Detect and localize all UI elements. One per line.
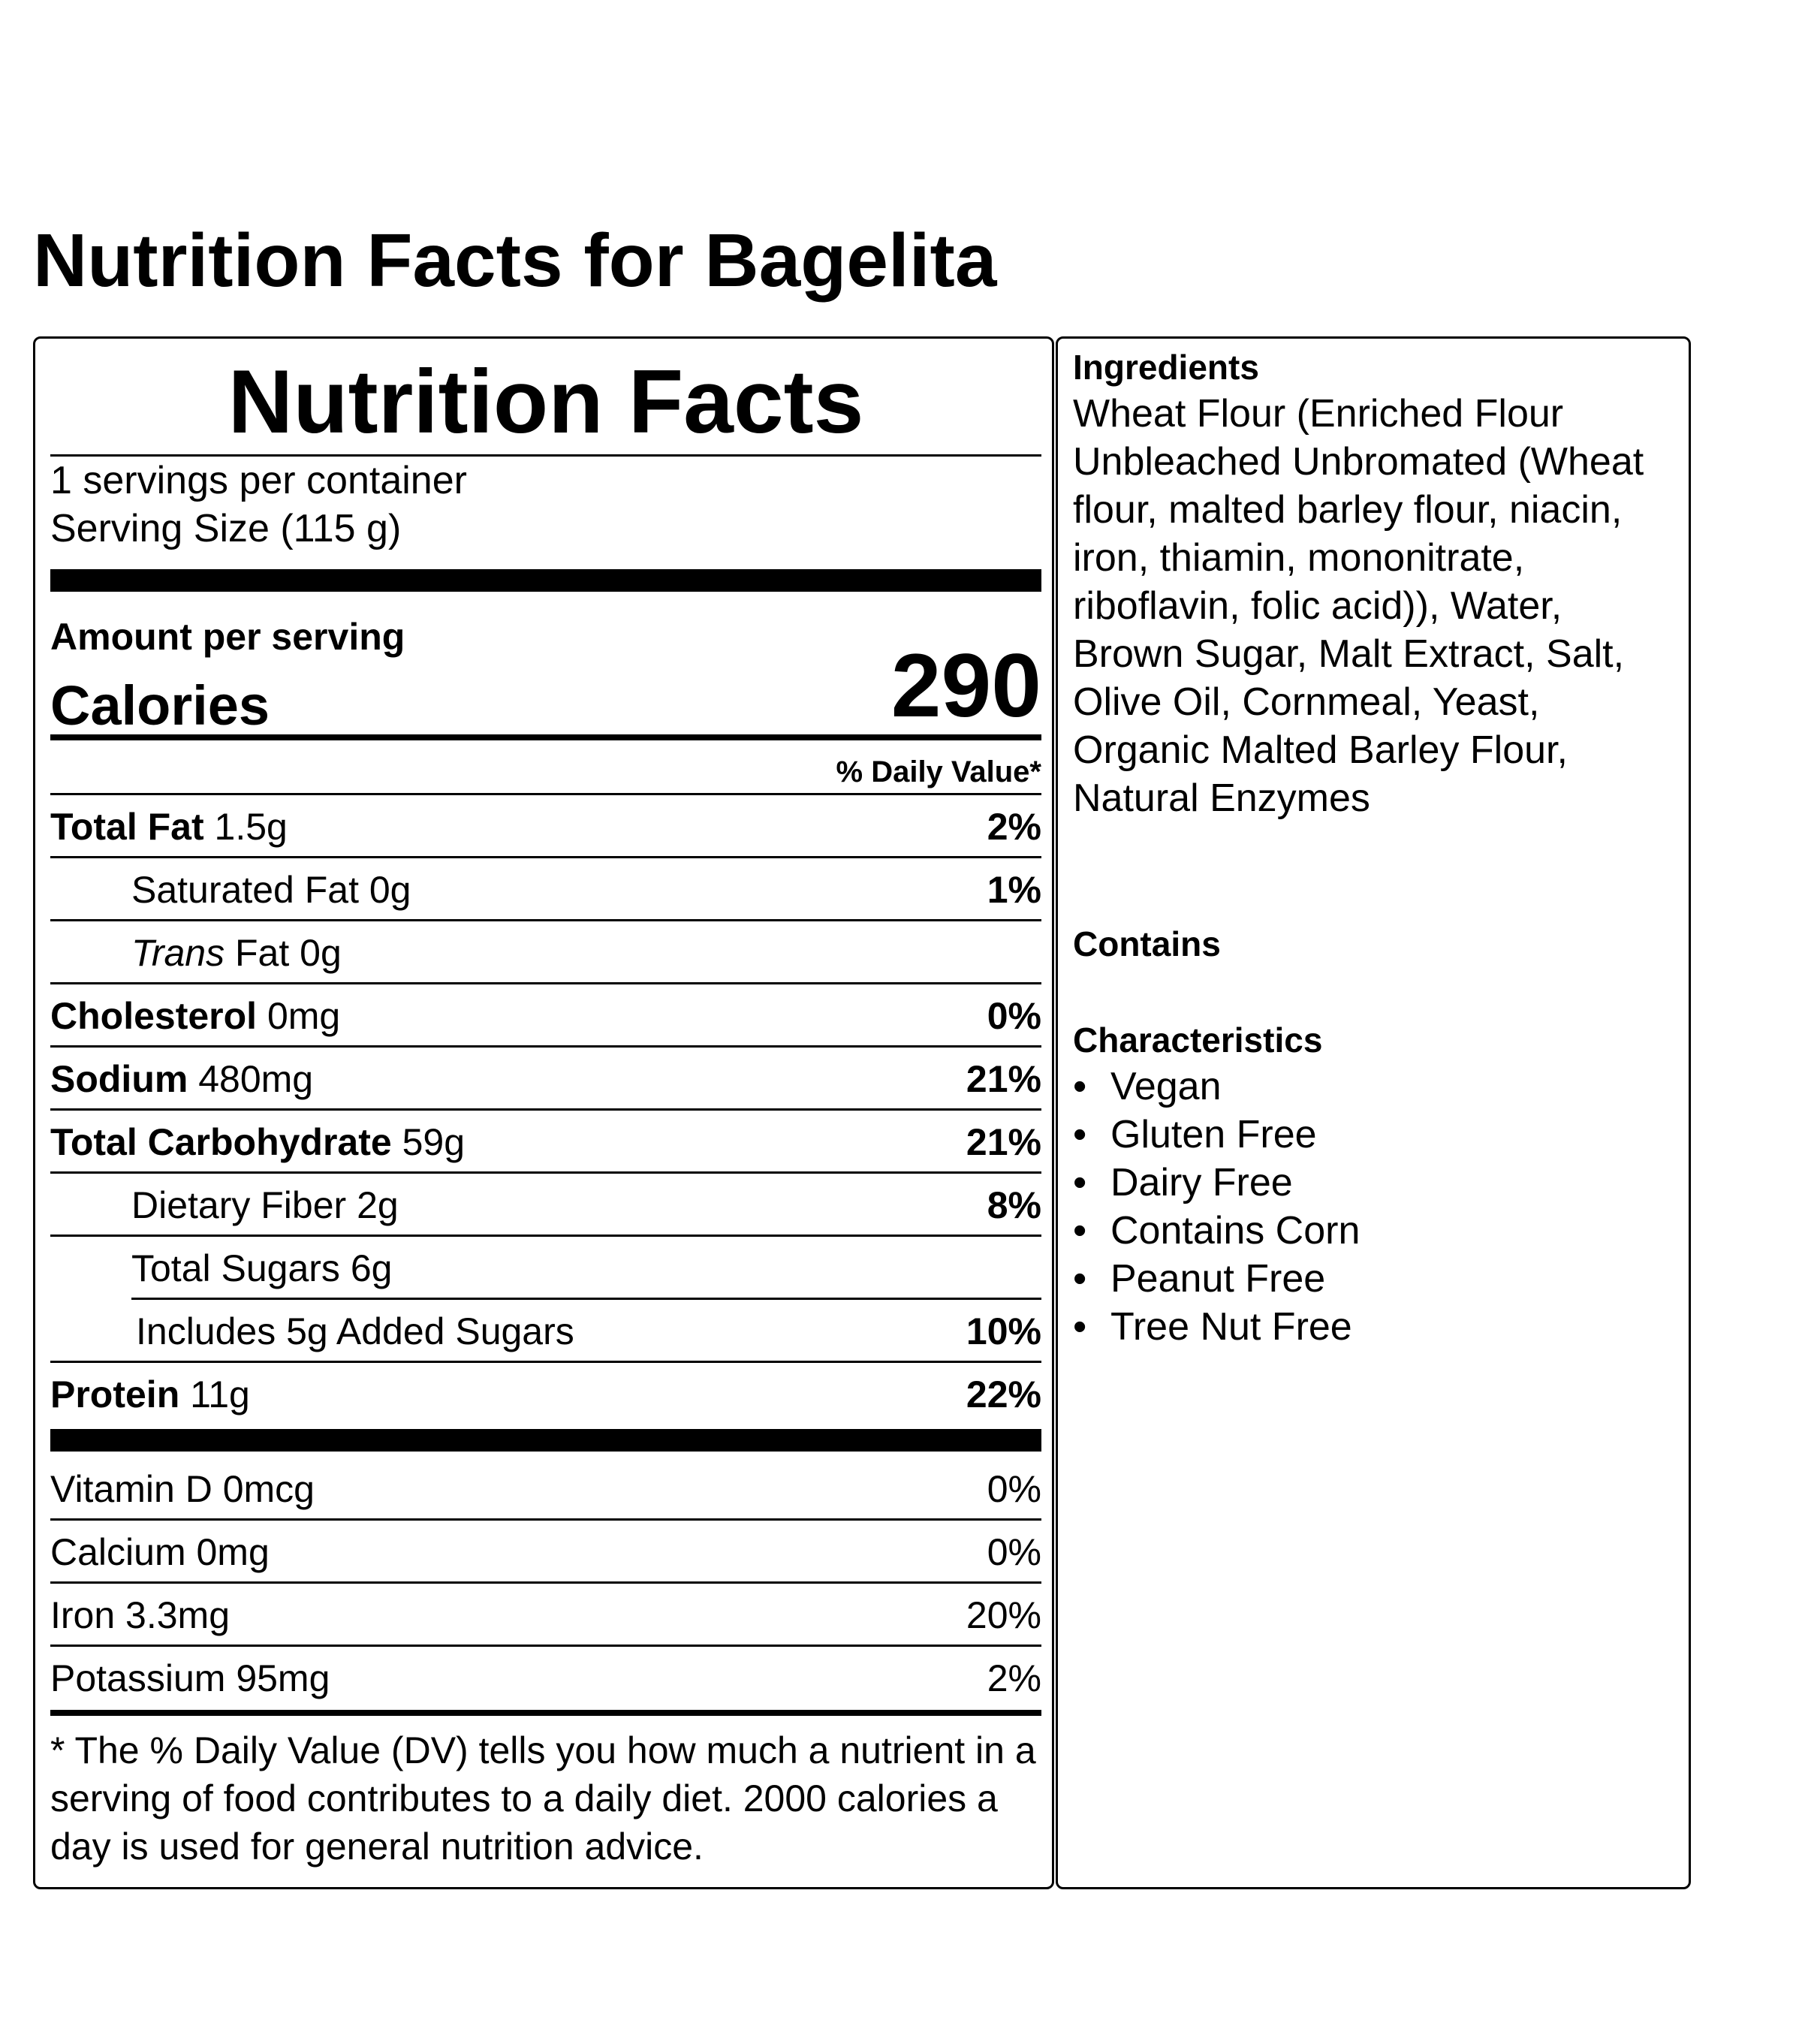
bullet-icon: •: [1073, 1113, 1087, 1156]
nutrient-daily-value: 21%: [966, 1121, 1041, 1163]
bullet-icon: •: [1073, 1209, 1087, 1253]
list-item: [1073, 1111, 1674, 1159]
medium-divider: [50, 1710, 1041, 1716]
bullet-icon: •: [1073, 1161, 1087, 1204]
nutrient-name: Total Fat: [50, 806, 204, 848]
list-item: [1073, 1159, 1674, 1207]
thick-divider: [50, 1429, 1041, 1452]
nutrient-row-dietary-fiber: [50, 1174, 1041, 1237]
serving-size: Serving Size (115 g): [50, 507, 402, 550]
thick-divider: [50, 569, 1041, 592]
vitamin-name: Calcium 0mg: [50, 1531, 270, 1573]
nutrient-name: Protein: [50, 1373, 180, 1415]
ingredients-panel: [1056, 336, 1691, 1889]
bullet-icon: •: [1073, 1257, 1087, 1301]
contains-label: Contains: [1073, 924, 1221, 963]
nutrient-name: Cholesterol: [50, 995, 258, 1037]
characteristics-label: Characteristics: [1073, 1020, 1323, 1060]
nutrient-daily-value: 0%: [987, 995, 1041, 1037]
nutrient-row-saturated-fat: [50, 858, 1041, 921]
nutrient-row-total-fat: [50, 795, 1041, 858]
nutrient-name: Total Carbohydrate: [50, 1121, 392, 1163]
nutrient-name: Includes 5g Added Sugars: [136, 1310, 574, 1352]
characteristic-label: Gluten Free: [1110, 1113, 1317, 1156]
nutrient-amount: 1.5g: [214, 806, 288, 848]
vitamin-name: Potassium 95mg: [50, 1657, 330, 1699]
nutrition-facts-label: [50, 339, 1041, 1871]
list-item: [1073, 1255, 1674, 1303]
calories-label: Calories: [50, 674, 270, 737]
nutrient-name: Fat 0g: [235, 932, 342, 974]
characteristic-label: Tree Nut Free: [1110, 1305, 1352, 1349]
nutrition-facts-panel: [33, 336, 1054, 1889]
nutrient-row-total-sugars: [50, 1237, 1041, 1300]
vitamin-daily-value: 0%: [987, 1468, 1041, 1510]
nutrient-row-added-sugars: [50, 1300, 1041, 1363]
nutrient-name: Dietary Fiber 2g: [131, 1184, 399, 1226]
calories-value: 290: [890, 635, 1041, 736]
characteristic-label: Peanut Free: [1110, 1257, 1326, 1301]
vitamin-name: Vitamin D 0mcg: [50, 1468, 315, 1510]
bullet-icon: •: [1073, 1305, 1087, 1349]
characteristic-label: Contains Corn: [1110, 1209, 1361, 1253]
vitamin-row-iron: [50, 1584, 1041, 1647]
nutrient-row-trans-fat: [50, 921, 1041, 984]
list-item: [1073, 1303, 1674, 1351]
nutrient-amount: 0mg: [267, 995, 341, 1037]
characteristics-list: [1073, 1063, 1674, 1351]
nutrient-daily-value: 10%: [966, 1310, 1041, 1352]
nutrient-daily-value: 8%: [987, 1184, 1041, 1226]
nutrient-name-italic: Trans: [131, 932, 225, 974]
calories-block: [50, 592, 1041, 737]
vitamin-row-calcium: [50, 1521, 1041, 1584]
vitamin-row-vitamin-d: [50, 1452, 1041, 1521]
list-item: [1073, 1207, 1674, 1255]
nutrition-facts-heading: Nutrition Facts: [228, 351, 864, 452]
list-item: [1073, 1063, 1674, 1111]
nutrient-amount: 11g: [190, 1373, 250, 1415]
nutrient-daily-value: 21%: [966, 1058, 1041, 1100]
vitamin-name: Iron 3.3mg: [50, 1594, 231, 1636]
vitamin-daily-value: 0%: [987, 1531, 1041, 1573]
nutrient-row-total-carbohydrate: [50, 1111, 1041, 1174]
vitamin-row-potassium: [50, 1647, 1041, 1710]
nutrient-daily-value: 22%: [966, 1373, 1041, 1415]
servings-per-container: 1 servings per container: [50, 459, 467, 502]
ingredients-label: Ingredients: [1073, 348, 1259, 387]
characteristic-label: Dairy Free: [1110, 1161, 1293, 1204]
vitamin-daily-value: 2%: [987, 1657, 1041, 1699]
daily-value-header: % Daily Value*: [836, 755, 1041, 788]
nutrient-row-protein: [50, 1363, 1041, 1429]
nutrient-row-cholesterol: [50, 984, 1041, 1048]
nutrient-name: Saturated Fat 0g: [131, 869, 411, 911]
nutrient-amount: 480mg: [198, 1058, 314, 1100]
nutrient-daily-value: 2%: [987, 806, 1041, 848]
vitamin-daily-value: 20%: [966, 1594, 1041, 1636]
nutrient-daily-value: 1%: [987, 869, 1041, 911]
amount-per-serving: Amount per serving: [50, 616, 405, 658]
daily-value-footnote: * The % Daily Value (DV) tells you how much a nutrient in a serving of food contributes to a daily diet. 2000 calories a day is used for general nutrition advice.: [50, 1729, 1036, 1868]
ingredients-text: Wheat Flour (Enriched Flour Unbleached Unbromated (Wheat flour, malted barley flour, niacin, iron, thiamin, mononitrate, riboflavin, folic acid)), Water, Brown Sugar, Malt Extract, Salt, Olive Oil, Cornmeal, Yeast, Organic Malted Barley Flour, Natural Enzymes: [1073, 392, 1644, 820]
page-title: Nutrition Facts for Bagelita: [33, 219, 997, 303]
nutrient-name: Sodium: [50, 1058, 188, 1100]
characteristic-label: Vegan: [1110, 1065, 1222, 1108]
nutrient-row-sodium: [50, 1048, 1041, 1111]
nutrient-amount: 59g: [402, 1121, 466, 1163]
nutrient-name: Total Sugars 6g: [131, 1247, 393, 1289]
bullet-icon: •: [1073, 1065, 1087, 1108]
